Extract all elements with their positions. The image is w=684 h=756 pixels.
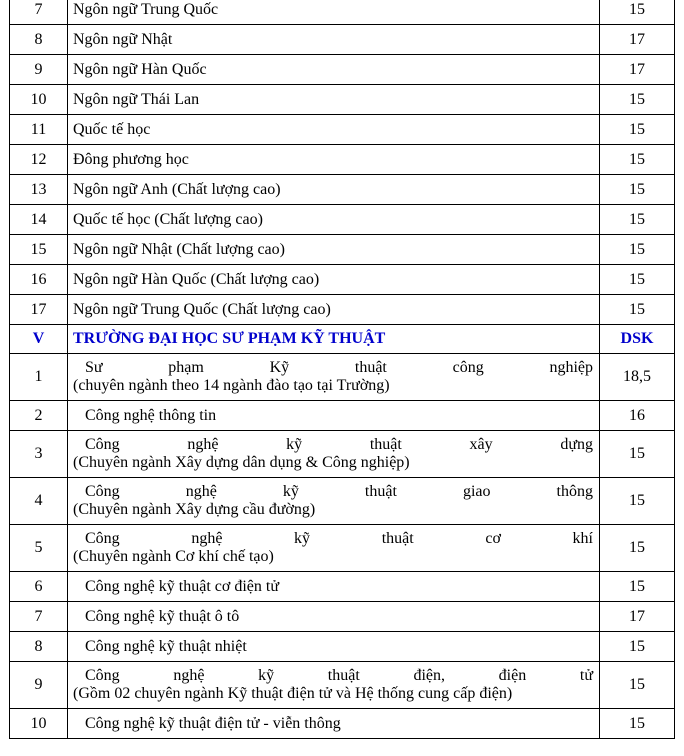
major-name: Công nghệ thông tin <box>68 401 600 431</box>
section-score-label: DSK <box>600 325 675 354</box>
table-row <box>10 145 675 175</box>
major-name-line1: Công nghệ kỹ thuật xây dựng <box>85 436 593 453</box>
score: 15 <box>600 115 675 145</box>
score: 17 <box>600 25 675 55</box>
major-name: Công nghệ kỹ thuật ô tô <box>68 602 600 632</box>
table-row <box>10 265 675 295</box>
major-name-line2: (Chuyên ngành Xây dựng dân dụng & Công nghiệp) <box>73 454 410 471</box>
score: 15 <box>600 0 675 25</box>
row-number: 9 <box>10 662 68 709</box>
score: 15 <box>600 632 675 662</box>
score: 15 <box>600 478 675 525</box>
major-name: Công nghệ kỹ thuật cơ điện tử <box>68 572 600 602</box>
major-name: Ngôn ngữ Nhật <box>68 25 600 55</box>
table-row <box>10 662 675 709</box>
major-name-line1: Công nghệ kỹ thuật cơ khí <box>85 530 593 547</box>
score: 15 <box>600 175 675 205</box>
row-number: 10 <box>10 85 68 115</box>
table-row <box>10 354 675 401</box>
table-row <box>10 709 675 739</box>
section-number: V <box>10 325 68 354</box>
major-name: Ngôn ngữ Nhật (Chất lượng cao) <box>68 235 600 265</box>
table-row <box>10 85 675 115</box>
admission-score-table <box>9 0 675 739</box>
table-row <box>10 431 675 478</box>
table-row <box>10 525 675 572</box>
major-name: Đông phương học <box>68 145 600 175</box>
row-number: 16 <box>10 265 68 295</box>
major-name <box>68 478 600 525</box>
major-name <box>68 525 600 572</box>
score: 16 <box>600 401 675 431</box>
score: 15 <box>600 265 675 295</box>
table-row <box>10 295 675 325</box>
major-name: Ngôn ngữ Anh (Chất lượng cao) <box>68 175 600 205</box>
major-name: Ngôn ngữ Hàn Quốc <box>68 55 600 85</box>
score: 15 <box>600 709 675 739</box>
section-title: TRƯỜNG ĐẠI HỌC SƯ PHẠM KỸ THUẬT <box>68 325 600 354</box>
major-name: Công nghệ kỹ thuật nhiệt <box>68 632 600 662</box>
row-number: 8 <box>10 632 68 662</box>
score: 15 <box>600 235 675 265</box>
table-row <box>10 0 675 25</box>
score: 15 <box>600 525 675 572</box>
major-name: Quốc tế học (Chất lượng cao) <box>68 205 600 235</box>
score: 17 <box>600 602 675 632</box>
table-row <box>10 25 675 55</box>
row-number: 1 <box>10 354 68 401</box>
table-row <box>10 115 675 145</box>
section-header-row <box>10 325 675 354</box>
major-name-line1: Công nghệ kỹ thuật giao thông <box>85 483 593 500</box>
row-number: 13 <box>10 175 68 205</box>
row-number: 17 <box>10 295 68 325</box>
table-row <box>10 602 675 632</box>
row-number: 3 <box>10 431 68 478</box>
row-number: 9 <box>10 55 68 85</box>
major-name-line2: (chuyên ngành theo 14 ngành đào tạo tại Trường) <box>73 377 390 394</box>
row-number: 11 <box>10 115 68 145</box>
major-name: Ngôn ngữ Trung Quốc <box>68 0 600 25</box>
major-name: Ngôn ngữ Hàn Quốc (Chất lượng cao) <box>68 265 600 295</box>
major-name: Ngôn ngữ Thái Lan <box>68 85 600 115</box>
row-number: 15 <box>10 235 68 265</box>
table-row <box>10 235 675 265</box>
score: 15 <box>600 295 675 325</box>
major-name <box>68 431 600 478</box>
score: 15 <box>600 572 675 602</box>
row-number: 8 <box>10 25 68 55</box>
row-number: 14 <box>10 205 68 235</box>
row-number: 7 <box>10 0 68 25</box>
major-name-line1: Công nghệ kỹ thuật điện, điện tử <box>85 667 593 684</box>
table-row <box>10 401 675 431</box>
major-name <box>68 662 600 709</box>
row-number: 6 <box>10 572 68 602</box>
score: 15 <box>600 431 675 478</box>
row-number: 2 <box>10 401 68 431</box>
major-name-line2: (Chuyên ngành Cơ khí chế tạo) <box>73 548 274 565</box>
major-name-line2: (Gồm 02 chuyên ngành Kỹ thuật điện tử và Hệ thống cung cấp điện) <box>73 685 513 702</box>
row-number: 4 <box>10 478 68 525</box>
score: 15 <box>600 145 675 175</box>
row-number: 5 <box>10 525 68 572</box>
table-row <box>10 478 675 525</box>
major-name-line1: Sư phạm Kỹ thuật công nghiệp <box>85 359 593 376</box>
major-name: Ngôn ngữ Trung Quốc (Chất lượng cao) <box>68 295 600 325</box>
table-row <box>10 205 675 235</box>
score: 17 <box>600 55 675 85</box>
row-number: 12 <box>10 145 68 175</box>
score: 18,5 <box>600 354 675 401</box>
major-name-line2: (Chuyên ngành Xây dựng cầu đường) <box>73 501 316 518</box>
score: 15 <box>600 205 675 235</box>
score: 15 <box>600 662 675 709</box>
row-number: 10 <box>10 709 68 739</box>
major-name: Công nghệ kỹ thuật điện tử - viễn thông <box>68 709 600 739</box>
major-name <box>68 354 600 401</box>
table-row <box>10 572 675 602</box>
score: 15 <box>600 85 675 115</box>
table-row <box>10 632 675 662</box>
row-number: 7 <box>10 602 68 632</box>
table-row <box>10 55 675 85</box>
table-row <box>10 175 675 205</box>
major-name: Quốc tế học <box>68 115 600 145</box>
